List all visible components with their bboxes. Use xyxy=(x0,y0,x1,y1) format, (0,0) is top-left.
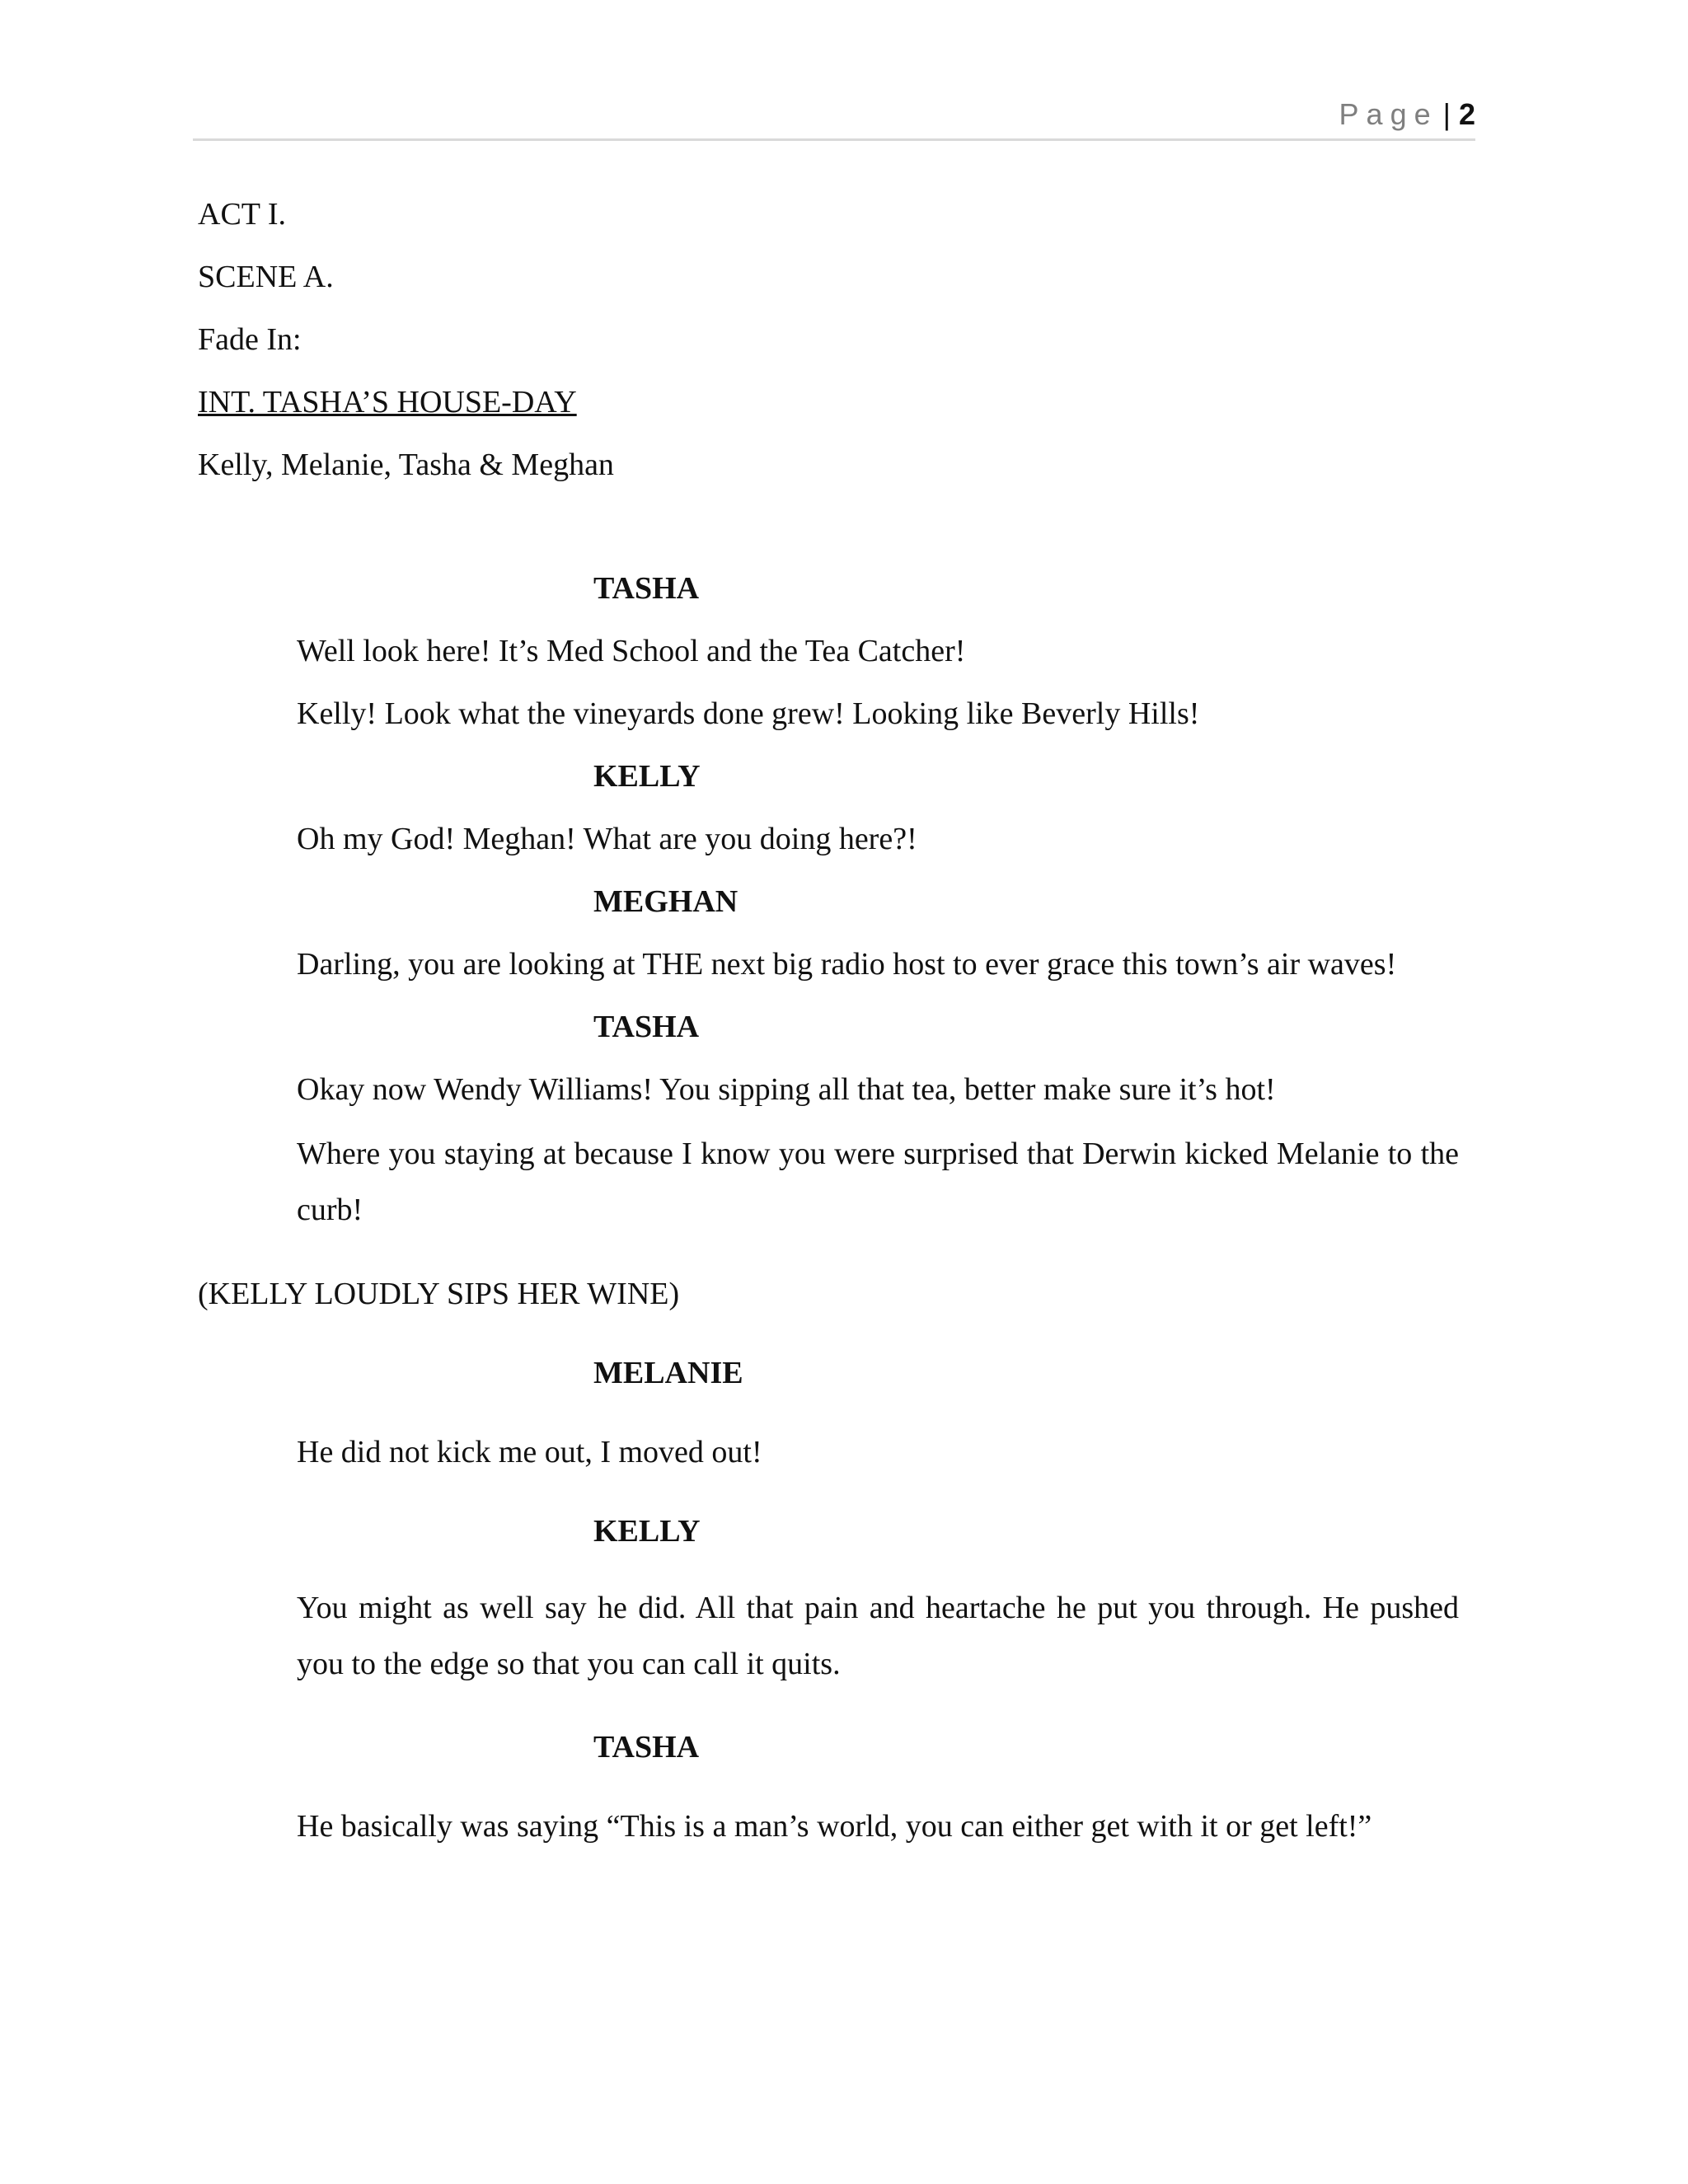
character-cue-tasha: TASHA xyxy=(593,1730,700,1765)
action-direction: (KELLY LOUDLY SIPS HER WINE) xyxy=(198,1277,680,1311)
page-number-label xyxy=(1339,97,1475,132)
dialogue-line: Darling, you are looking at THE next big radio host to ever grace this town’s air waves! xyxy=(297,947,1397,982)
page-separator: | xyxy=(1442,97,1451,131)
page-number: 2 xyxy=(1458,97,1475,131)
character-cue-tasha: TASHA xyxy=(593,571,700,606)
character-cue-kelly: KELLY xyxy=(593,759,701,794)
transition-text: Fade In: xyxy=(198,322,302,357)
page-header xyxy=(193,92,1475,141)
scene-heading: SCENE A. xyxy=(198,260,334,294)
character-list: Kelly, Melanie, Tasha & Meghan xyxy=(198,448,614,482)
page-word: Page xyxy=(1339,97,1438,131)
dialogue-paragraph: Where you staying at because I know you were surprised that Derwin kicked Melanie to the curb! xyxy=(297,1137,1459,1227)
dialogue-line: Okay now Wendy Williams! You sipping all that tea, better make sure it’s hot! xyxy=(297,1072,1276,1107)
character-cue-melanie: MELANIE xyxy=(593,1356,743,1390)
character-cue-kelly: KELLY xyxy=(593,1514,701,1549)
dialogue-line: Kelly! Look what the vineyards done grew! Looking like Beverly Hills! xyxy=(297,696,1200,731)
scene-slugline: INT. TASHA’S HOUSE-DAY xyxy=(198,385,577,419)
character-cue-tasha: TASHA xyxy=(593,1010,700,1044)
dialogue-line: Well look here! It’s Med School and the Tea Catcher! xyxy=(297,634,966,668)
dialogue-line: He basically was saying “This is a man’s world, you can either get with it or get left!” xyxy=(297,1809,1372,1844)
dialogue-line: Oh my God! Meghan! What are you doing here?! xyxy=(297,822,917,856)
act-heading: ACT I. xyxy=(198,197,286,232)
character-cue-meghan: MEGHAN xyxy=(593,884,738,919)
dialogue-line: He did not kick me out, I moved out! xyxy=(297,1435,762,1469)
dialogue-paragraph: You might as well say he did. All that pain and heartache he put you through. He pushed you to the edge so that you can call it quits. xyxy=(297,1591,1459,1681)
